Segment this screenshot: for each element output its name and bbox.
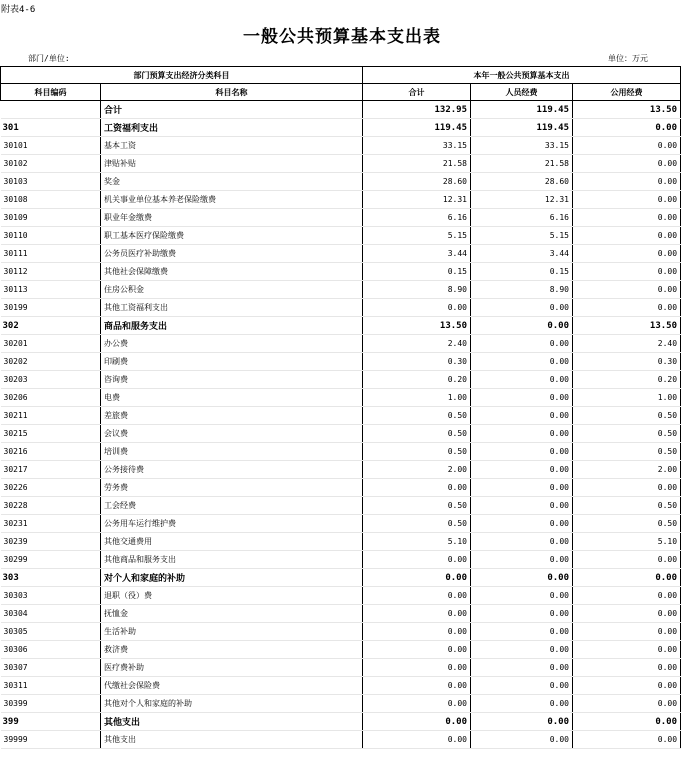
row-personnel: 0.00 [471, 515, 573, 533]
row-code: 30231 [1, 515, 101, 533]
row-name: 救济费 [101, 641, 363, 659]
row-total: 12.31 [363, 191, 471, 209]
row-total: 119.45 [363, 119, 471, 137]
row-personnel: 0.00 [471, 731, 573, 749]
row-name: 职工基本医疗保险缴费 [101, 227, 363, 245]
row-personnel: 0.00 [471, 335, 573, 353]
row-code: 30203 [1, 371, 101, 389]
row-personnel: 119.45 [471, 119, 573, 137]
row-name: 对个人和家庭的补助 [101, 569, 363, 587]
row-public: 0.00 [573, 569, 681, 587]
row-total: 28.60 [363, 173, 471, 191]
row-total: 0.50 [363, 425, 471, 443]
row-code: 301 [1, 119, 101, 137]
row-name: 职业年金缴费 [101, 209, 363, 227]
row-total: 0.00 [363, 659, 471, 677]
row-total: 0.00 [363, 605, 471, 623]
row-name: 会议费 [101, 425, 363, 443]
row-code: 30113 [1, 281, 101, 299]
row-public: 0.00 [573, 623, 681, 641]
row-total: 0.00 [363, 731, 471, 749]
row-code: 30305 [1, 623, 101, 641]
row-personnel: 0.00 [471, 641, 573, 659]
row-total: 0.00 [363, 695, 471, 713]
row-total: 0.15 [363, 263, 471, 281]
table-row [1, 209, 681, 227]
row-code: 30211 [1, 407, 101, 425]
row-total: 5.10 [363, 533, 471, 551]
row-code: 30239 [1, 533, 101, 551]
row-public: 0.00 [573, 605, 681, 623]
row-total: 0.30 [363, 353, 471, 371]
table-row [1, 677, 681, 695]
table-row [1, 281, 681, 299]
row-name: 合计 [101, 101, 363, 119]
row-public: 0.50 [573, 407, 681, 425]
attachment-label: 附表4-6 [1, 5, 36, 15]
table-row [1, 191, 681, 209]
row-personnel: 8.90 [471, 281, 573, 299]
row-personnel: 5.15 [471, 227, 573, 245]
table-row [1, 101, 681, 119]
row-code: 399 [1, 713, 101, 731]
row-code: 30199 [1, 299, 101, 317]
row-personnel: 0.00 [471, 479, 573, 497]
header-basic-expenditure: 本年一般公共预算基本支出 [363, 67, 681, 84]
row-personnel: 0.00 [471, 389, 573, 407]
row-public: 0.00 [573, 245, 681, 263]
row-name: 退职（役）费 [101, 587, 363, 605]
row-total: 33.15 [363, 137, 471, 155]
row-code: 30226 [1, 479, 101, 497]
row-public: 0.20 [573, 371, 681, 389]
row-name: 其他商品和服务支出 [101, 551, 363, 569]
row-name: 公务员医疗补助缴费 [101, 245, 363, 263]
row-total: 0.50 [363, 515, 471, 533]
row-name: 其他支出 [101, 713, 363, 731]
row-personnel: 0.00 [471, 659, 573, 677]
row-total: 2.00 [363, 461, 471, 479]
header-name: 科目名称 [101, 84, 363, 101]
table-row [1, 587, 681, 605]
row-total: 0.00 [363, 677, 471, 695]
row-personnel: 0.00 [471, 623, 573, 641]
row-code: 30109 [1, 209, 101, 227]
row-personnel: 0.00 [471, 371, 573, 389]
row-public: 0.00 [573, 155, 681, 173]
row-personnel: 0.15 [471, 263, 573, 281]
table-row [1, 551, 681, 569]
row-name: 工资福利支出 [101, 119, 363, 137]
row-name: 生活补助 [101, 623, 363, 641]
table-row [1, 713, 681, 731]
row-public: 5.10 [573, 533, 681, 551]
row-personnel: 0.00 [471, 677, 573, 695]
row-public: 0.00 [573, 677, 681, 695]
table-row [1, 299, 681, 317]
row-code: 30307 [1, 659, 101, 677]
row-public: 1.00 [573, 389, 681, 407]
row-total: 3.44 [363, 245, 471, 263]
row-public: 0.50 [573, 497, 681, 515]
row-public: 0.00 [573, 731, 681, 749]
row-code: 30202 [1, 353, 101, 371]
row-total: 0.00 [363, 299, 471, 317]
header-row-group [1, 67, 681, 84]
table-row [1, 227, 681, 245]
row-public: 0.00 [573, 659, 681, 677]
row-personnel: 0.00 [471, 713, 573, 731]
row-name: 培训费 [101, 443, 363, 461]
row-public: 0.00 [573, 281, 681, 299]
row-personnel: 0.00 [471, 407, 573, 425]
row-total: 0.00 [363, 641, 471, 659]
table-row [1, 407, 681, 425]
row-code: 30215 [1, 425, 101, 443]
row-total: 0.00 [363, 713, 471, 731]
table-row [1, 497, 681, 515]
unit-label: 单位：万元 [608, 54, 648, 63]
row-code: 30303 [1, 587, 101, 605]
header-total: 合计 [363, 84, 471, 101]
row-code: 30112 [1, 263, 101, 281]
row-total: 0.50 [363, 407, 471, 425]
row-code: 30311 [1, 677, 101, 695]
table-row [1, 173, 681, 191]
row-name: 代缴社会保险费 [101, 677, 363, 695]
row-personnel: 0.00 [471, 497, 573, 515]
table-row [1, 659, 681, 677]
row-personnel: 0.00 [471, 425, 573, 443]
row-name: 办公费 [101, 335, 363, 353]
row-personnel: 0.00 [471, 533, 573, 551]
row-public: 0.00 [573, 173, 681, 191]
table-row [1, 245, 681, 263]
row-name: 电费 [101, 389, 363, 407]
row-total: 0.00 [363, 569, 471, 587]
row-name: 商品和服务支出 [101, 317, 363, 335]
department-label: 部门/单位: [28, 54, 70, 63]
row-name: 住房公积金 [101, 281, 363, 299]
table-row [1, 425, 681, 443]
row-total: 21.58 [363, 155, 471, 173]
row-personnel: 0.00 [471, 695, 573, 713]
page-title: 一般公共预算基本支出表 [243, 27, 441, 47]
table-row [1, 695, 681, 713]
row-name: 机关事业单位基本养老保险缴费 [101, 191, 363, 209]
table-row [1, 389, 681, 407]
row-total: 0.50 [363, 497, 471, 515]
row-total: 13.50 [363, 317, 471, 335]
table-row [1, 353, 681, 371]
header-code: 科目编码 [1, 84, 101, 101]
header-row-columns [1, 84, 681, 101]
table-row [1, 119, 681, 137]
row-code: 30201 [1, 335, 101, 353]
row-public: 0.00 [573, 119, 681, 137]
row-code: 30108 [1, 191, 101, 209]
row-name: 津贴补贴 [101, 155, 363, 173]
header-economic-classification: 部门预算支出经济分类科目 [1, 67, 363, 84]
row-name: 奖金 [101, 173, 363, 191]
row-public: 2.00 [573, 461, 681, 479]
row-name: 其他社会保障缴费 [101, 263, 363, 281]
row-total: 5.15 [363, 227, 471, 245]
row-personnel: 0.00 [471, 587, 573, 605]
table-row [1, 641, 681, 659]
row-total: 0.50 [363, 443, 471, 461]
header-public: 公用经费 [573, 84, 681, 101]
table-row [1, 335, 681, 353]
row-name: 其他工资福利支出 [101, 299, 363, 317]
table-row [1, 479, 681, 497]
table-row [1, 515, 681, 533]
row-personnel: 0.00 [471, 353, 573, 371]
header-personnel: 人员经费 [471, 84, 573, 101]
table-row [1, 263, 681, 281]
row-total: 0.00 [363, 479, 471, 497]
row-public: 0.00 [573, 227, 681, 245]
row-code [1, 101, 101, 119]
row-code: 30304 [1, 605, 101, 623]
row-code: 30399 [1, 695, 101, 713]
row-code: 30217 [1, 461, 101, 479]
row-public: 0.00 [573, 587, 681, 605]
table-row [1, 605, 681, 623]
row-personnel: 0.00 [471, 443, 573, 461]
row-total: 0.20 [363, 371, 471, 389]
row-public: 0.50 [573, 443, 681, 461]
row-public: 0.00 [573, 713, 681, 731]
row-total: 8.90 [363, 281, 471, 299]
row-name: 其他交通费用 [101, 533, 363, 551]
row-personnel: 0.00 [471, 461, 573, 479]
row-code: 30306 [1, 641, 101, 659]
row-public: 0.00 [573, 641, 681, 659]
row-public: 0.00 [573, 137, 681, 155]
row-personnel: 119.45 [471, 101, 573, 119]
row-code: 302 [1, 317, 101, 335]
table-row [1, 461, 681, 479]
row-name: 劳务费 [101, 479, 363, 497]
row-public: 0.00 [573, 209, 681, 227]
row-name: 其他支出 [101, 731, 363, 749]
row-total: 0.00 [363, 623, 471, 641]
row-code: 30206 [1, 389, 101, 407]
row-name: 工会经费 [101, 497, 363, 515]
row-public: 0.00 [573, 191, 681, 209]
row-personnel: 12.31 [471, 191, 573, 209]
row-personnel: 0.00 [471, 551, 573, 569]
table-row [1, 155, 681, 173]
row-public: 13.50 [573, 317, 681, 335]
row-name: 基本工资 [101, 137, 363, 155]
row-total: 2.40 [363, 335, 471, 353]
table-row [1, 317, 681, 335]
row-code: 30299 [1, 551, 101, 569]
row-name: 差旅费 [101, 407, 363, 425]
row-public: 0.50 [573, 515, 681, 533]
row-code: 30101 [1, 137, 101, 155]
row-code: 30228 [1, 497, 101, 515]
table-row [1, 533, 681, 551]
row-total: 0.00 [363, 551, 471, 569]
row-name: 印刷费 [101, 353, 363, 371]
row-total: 1.00 [363, 389, 471, 407]
row-total: 6.16 [363, 209, 471, 227]
table-row [1, 731, 681, 749]
row-public: 0.50 [573, 425, 681, 443]
row-personnel: 21.58 [471, 155, 573, 173]
table-row [1, 371, 681, 389]
row-code: 30102 [1, 155, 101, 173]
row-personnel: 0.00 [471, 605, 573, 623]
table-row [1, 623, 681, 641]
row-personnel: 0.00 [471, 317, 573, 335]
row-name: 咨询费 [101, 371, 363, 389]
row-public: 0.00 [573, 263, 681, 281]
row-name: 抚恤金 [101, 605, 363, 623]
table-row [1, 137, 681, 155]
row-code: 30216 [1, 443, 101, 461]
row-total: 0.00 [363, 587, 471, 605]
row-personnel: 33.15 [471, 137, 573, 155]
row-public: 0.00 [573, 479, 681, 497]
row-name: 公务用车运行维护费 [101, 515, 363, 533]
row-code: 30111 [1, 245, 101, 263]
expenditure-table [0, 66, 681, 749]
row-personnel: 3.44 [471, 245, 573, 263]
row-personnel: 28.60 [471, 173, 573, 191]
row-personnel: 0.00 [471, 569, 573, 587]
table-row [1, 443, 681, 461]
row-total: 132.95 [363, 101, 471, 119]
row-code: 303 [1, 569, 101, 587]
table-row [1, 569, 681, 587]
row-code: 30110 [1, 227, 101, 245]
row-name: 公务接待费 [101, 461, 363, 479]
row-code: 30103 [1, 173, 101, 191]
row-code: 39999 [1, 731, 101, 749]
row-name: 其他对个人和家庭的补助 [101, 695, 363, 713]
row-personnel: 0.00 [471, 299, 573, 317]
row-name: 医疗费补助 [101, 659, 363, 677]
row-public: 0.00 [573, 299, 681, 317]
row-public: 0.00 [573, 551, 681, 569]
row-public: 13.50 [573, 101, 681, 119]
row-personnel: 6.16 [471, 209, 573, 227]
row-public: 2.40 [573, 335, 681, 353]
row-public: 0.00 [573, 695, 681, 713]
row-public: 0.30 [573, 353, 681, 371]
